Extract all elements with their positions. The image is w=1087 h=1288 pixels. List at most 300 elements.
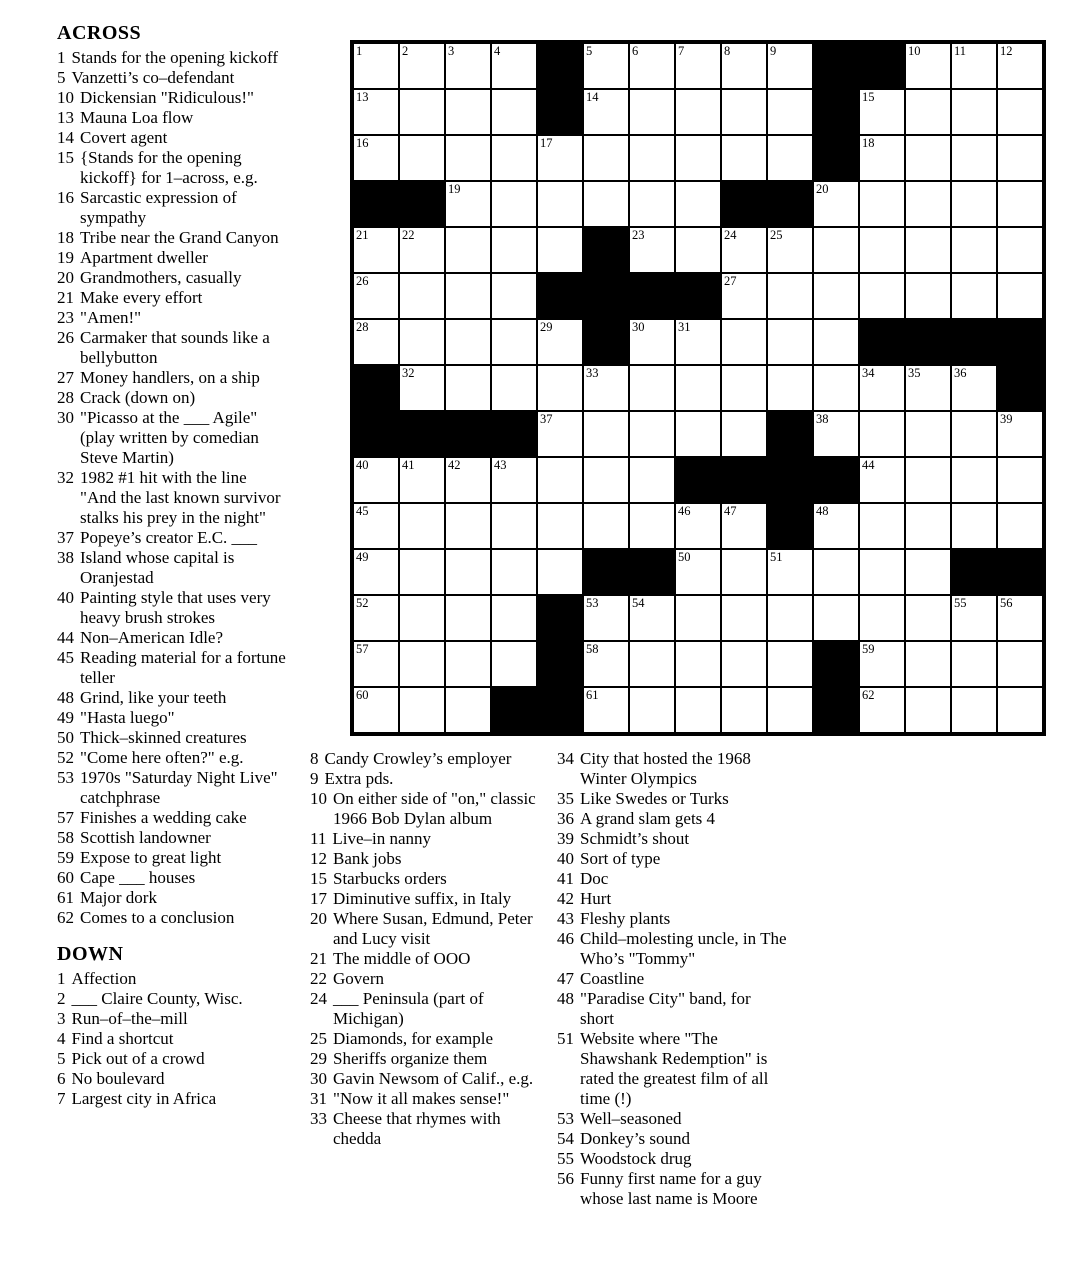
white-cell[interactable]: [905, 457, 951, 503]
cell-number: 37: [540, 412, 553, 426]
clue-text: "Now it all makes sense!": [333, 1089, 510, 1108]
white-cell[interactable]: [721, 687, 767, 733]
clue-number: 2: [57, 989, 66, 1008]
white-cell[interactable]: [997, 43, 1043, 89]
white-cell[interactable]: [399, 227, 445, 273]
white-cell[interactable]: [399, 89, 445, 135]
cell-number: 5: [586, 44, 593, 58]
white-cell[interactable]: [767, 549, 813, 595]
clue-number: 17: [310, 889, 327, 908]
clue-text: Vanzetti’s co–defendant: [71, 68, 235, 87]
clue-text: Scottish landowner: [80, 828, 211, 847]
down-clue-53: [557, 1109, 788, 1129]
white-cell[interactable]: [905, 549, 951, 595]
across-clue-57: [57, 808, 287, 828]
white-cell[interactable]: [629, 227, 675, 273]
white-cell[interactable]: [491, 43, 537, 89]
clue-text: Carmaker that sounds like a bellybutton: [80, 328, 270, 367]
down-clue-36: [557, 809, 788, 829]
white-cell[interactable]: [583, 181, 629, 227]
cell-number: 17: [540, 136, 553, 150]
white-cell[interactable]: [445, 503, 491, 549]
clue-number: 25: [310, 1029, 327, 1048]
cell-number: 38: [816, 412, 829, 426]
white-cell[interactable]: [859, 181, 905, 227]
white-cell[interactable]: [813, 595, 859, 641]
black-cell: [537, 273, 583, 319]
white-cell[interactable]: [445, 273, 491, 319]
white-cell[interactable]: [445, 641, 491, 687]
black-cell: [399, 181, 445, 227]
white-cell[interactable]: [767, 227, 813, 273]
white-cell[interactable]: [491, 365, 537, 411]
white-cell[interactable]: [629, 135, 675, 181]
white-cell[interactable]: [997, 273, 1043, 319]
black-cell: [537, 641, 583, 687]
white-cell[interactable]: [997, 595, 1043, 641]
white-cell[interactable]: [491, 503, 537, 549]
black-cell: [997, 319, 1043, 365]
white-cell[interactable]: [491, 457, 537, 503]
clue-number: 58: [57, 828, 74, 847]
clue-text: Grandmothers, casually: [80, 268, 242, 287]
white-cell[interactable]: [905, 595, 951, 641]
white-cell[interactable]: [767, 365, 813, 411]
white-cell[interactable]: [859, 457, 905, 503]
down-clue-54: [557, 1129, 788, 1149]
cell-number: 46: [678, 504, 691, 518]
white-cell[interactable]: [353, 227, 399, 273]
white-cell[interactable]: [675, 181, 721, 227]
white-cell[interactable]: [721, 411, 767, 457]
cell-number: 39: [1000, 412, 1013, 426]
white-cell[interactable]: [537, 319, 583, 365]
white-cell[interactable]: [767, 273, 813, 319]
white-cell[interactable]: [445, 227, 491, 273]
white-cell[interactable]: [491, 227, 537, 273]
white-cell[interactable]: [445, 135, 491, 181]
white-cell[interactable]: [951, 457, 997, 503]
cell-number: 35: [908, 366, 921, 380]
white-cell[interactable]: [353, 457, 399, 503]
white-cell[interactable]: [951, 411, 997, 457]
white-cell[interactable]: [629, 641, 675, 687]
cell-number: 41: [402, 458, 415, 472]
white-cell[interactable]: [997, 135, 1043, 181]
clue-text: City that hosted the 1968 Winter Olympics: [580, 749, 751, 788]
white-cell[interactable]: [813, 411, 859, 457]
white-cell[interactable]: [951, 181, 997, 227]
white-cell[interactable]: [537, 457, 583, 503]
white-cell[interactable]: [721, 595, 767, 641]
cell-number: 31: [678, 320, 691, 334]
white-cell[interactable]: [905, 227, 951, 273]
white-cell[interactable]: [859, 641, 905, 687]
white-cell[interactable]: [445, 43, 491, 89]
clue-number: 14: [57, 128, 74, 147]
white-cell[interactable]: [721, 503, 767, 549]
white-cell[interactable]: [721, 365, 767, 411]
white-cell[interactable]: [675, 89, 721, 135]
white-cell[interactable]: [905, 411, 951, 457]
white-cell[interactable]: [767, 641, 813, 687]
white-cell[interactable]: [859, 503, 905, 549]
across-clue-60: [57, 868, 287, 888]
white-cell[interactable]: [767, 135, 813, 181]
white-cell[interactable]: [629, 181, 675, 227]
white-cell[interactable]: [675, 595, 721, 641]
white-cell[interactable]: [445, 457, 491, 503]
clue-number: 1: [57, 969, 66, 988]
down-clue-34: [557, 749, 788, 789]
white-cell[interactable]: [399, 549, 445, 595]
cell-number: 7: [678, 44, 685, 58]
white-cell[interactable]: [905, 273, 951, 319]
white-cell[interactable]: [675, 503, 721, 549]
white-cell[interactable]: [767, 43, 813, 89]
clue-text: Painting style that uses very heavy brush strokes: [80, 588, 271, 627]
clue-number: 45: [57, 648, 74, 667]
white-cell[interactable]: [537, 135, 583, 181]
down-clue-40: [557, 849, 788, 869]
white-cell[interactable]: [353, 43, 399, 89]
white-cell[interactable]: [491, 641, 537, 687]
black-cell: [905, 319, 951, 365]
white-cell[interactable]: [997, 227, 1043, 273]
white-cell[interactable]: [353, 687, 399, 733]
clue-text: Woodstock drug: [580, 1149, 692, 1168]
clue-text: Funny first name for a guy whose last name is Moore: [580, 1169, 762, 1208]
clue-text: Gavin Newsom of Calif., e.g.: [333, 1069, 534, 1088]
clue-number: 48: [557, 989, 574, 1008]
white-cell[interactable]: [583, 43, 629, 89]
white-cell[interactable]: [675, 411, 721, 457]
white-cell[interactable]: [629, 411, 675, 457]
black-cell: [951, 319, 997, 365]
white-cell[interactable]: [997, 687, 1043, 733]
white-cell[interactable]: [721, 43, 767, 89]
white-cell[interactable]: [721, 89, 767, 135]
white-cell[interactable]: [905, 43, 951, 89]
white-cell[interactable]: [353, 549, 399, 595]
white-cell[interactable]: [675, 641, 721, 687]
cell-number: 56: [1000, 596, 1013, 610]
white-cell[interactable]: [767, 595, 813, 641]
white-cell[interactable]: [859, 365, 905, 411]
clue-text: Major dork: [80, 888, 157, 907]
cell-number: 58: [586, 642, 599, 656]
white-cell[interactable]: [905, 89, 951, 135]
white-cell[interactable]: [951, 227, 997, 273]
white-cell[interactable]: [951, 43, 997, 89]
white-cell[interactable]: [629, 89, 675, 135]
white-cell[interactable]: [675, 687, 721, 733]
clue-number: 20: [310, 909, 327, 928]
white-cell[interactable]: [445, 89, 491, 135]
clue-number: 53: [57, 768, 74, 787]
across-clue-37: [57, 528, 287, 548]
white-cell[interactable]: [399, 641, 445, 687]
white-cell[interactable]: [353, 641, 399, 687]
across-clue-53: [57, 768, 287, 808]
white-cell[interactable]: [537, 503, 583, 549]
white-cell[interactable]: [721, 319, 767, 365]
white-cell[interactable]: [583, 503, 629, 549]
cell-number: 15: [862, 90, 875, 104]
black-cell: [583, 227, 629, 273]
clue-column-left: [57, 22, 287, 1109]
white-cell[interactable]: [951, 641, 997, 687]
white-cell[interactable]: [905, 181, 951, 227]
white-cell[interactable]: [767, 89, 813, 135]
clue-number: 23: [57, 308, 74, 327]
white-cell[interactable]: [491, 181, 537, 227]
white-cell[interactable]: [721, 641, 767, 687]
white-cell[interactable]: [997, 641, 1043, 687]
white-cell[interactable]: [537, 549, 583, 595]
white-cell[interactable]: [353, 89, 399, 135]
cell-number: 25: [770, 228, 783, 242]
white-cell[interactable]: [399, 273, 445, 319]
white-cell[interactable]: [951, 135, 997, 181]
white-cell[interactable]: [859, 595, 905, 641]
white-cell[interactable]: [583, 365, 629, 411]
white-cell[interactable]: [905, 503, 951, 549]
white-cell[interactable]: [997, 181, 1043, 227]
clue-number: 16: [57, 188, 74, 207]
white-cell[interactable]: [629, 365, 675, 411]
white-cell[interactable]: [491, 549, 537, 595]
white-cell[interactable]: [813, 365, 859, 411]
white-cell[interactable]: [951, 503, 997, 549]
white-cell[interactable]: [491, 319, 537, 365]
white-cell[interactable]: [859, 549, 905, 595]
across-clue-44: [57, 628, 287, 648]
white-cell[interactable]: [721, 549, 767, 595]
white-cell[interactable]: [353, 503, 399, 549]
clue-text: Tribe near the Grand Canyon: [80, 228, 279, 247]
white-cell[interactable]: [491, 135, 537, 181]
cell-number: 32: [402, 366, 415, 380]
white-cell[interactable]: [491, 273, 537, 319]
white-cell[interactable]: [537, 181, 583, 227]
cell-number: 47: [724, 504, 737, 518]
white-cell[interactable]: [399, 135, 445, 181]
white-cell[interactable]: [675, 365, 721, 411]
white-cell[interactable]: [537, 227, 583, 273]
down-clue-25: [310, 1029, 536, 1049]
white-cell[interactable]: [445, 687, 491, 733]
white-cell[interactable]: [445, 365, 491, 411]
white-cell[interactable]: [951, 595, 997, 641]
clue-text: Fleshy plants: [580, 909, 671, 928]
white-cell[interactable]: [537, 411, 583, 457]
white-cell[interactable]: [767, 319, 813, 365]
white-cell[interactable]: [399, 457, 445, 503]
white-cell[interactable]: [583, 687, 629, 733]
white-cell[interactable]: [859, 89, 905, 135]
across-clue-50: [57, 728, 287, 748]
black-cell: [767, 181, 813, 227]
white-cell[interactable]: [629, 319, 675, 365]
white-cell[interactable]: [997, 89, 1043, 135]
clue-text: "Picasso at the ___ Agile" (play written by comedian Steve Martin): [80, 408, 259, 467]
white-cell[interactable]: [353, 319, 399, 365]
clue-text: Apartment dweller: [80, 248, 208, 267]
white-cell[interactable]: [951, 687, 997, 733]
white-cell[interactable]: [859, 135, 905, 181]
white-cell[interactable]: [629, 595, 675, 641]
white-cell[interactable]: [997, 503, 1043, 549]
clue-text: Coastline: [580, 969, 645, 988]
white-cell[interactable]: [445, 181, 491, 227]
cell-number: 19: [448, 182, 461, 196]
white-cell[interactable]: [675, 549, 721, 595]
clue-text: Money handlers, on a ship: [80, 368, 260, 387]
white-cell[interactable]: [629, 687, 675, 733]
down-clue-35: [557, 789, 788, 809]
white-cell[interactable]: [399, 687, 445, 733]
black-cell: [997, 365, 1043, 411]
white-cell[interactable]: [399, 503, 445, 549]
white-cell[interactable]: [583, 135, 629, 181]
clue-text: 1970s "Saturday Night Live" catchphrase: [80, 768, 278, 807]
white-cell[interactable]: [445, 595, 491, 641]
black-cell: [537, 43, 583, 89]
white-cell[interactable]: [583, 457, 629, 503]
clue-text: Sheriffs organize them: [333, 1049, 488, 1068]
white-cell[interactable]: [721, 227, 767, 273]
white-cell[interactable]: [951, 365, 997, 411]
white-cell[interactable]: [399, 319, 445, 365]
white-cell[interactable]: [859, 273, 905, 319]
clue-text: "Hasta luego": [80, 708, 175, 727]
black-cell: [813, 641, 859, 687]
across-clue-40: [57, 588, 287, 628]
white-cell[interactable]: [629, 43, 675, 89]
cell-number: 12: [1000, 44, 1013, 58]
white-cell[interactable]: [859, 411, 905, 457]
clue-text: Dickensian "Ridiculous!": [80, 88, 254, 107]
white-cell[interactable]: [445, 549, 491, 595]
white-cell[interactable]: [353, 595, 399, 641]
across-clue-62: [57, 908, 287, 928]
white-cell[interactable]: [859, 227, 905, 273]
white-cell[interactable]: [951, 89, 997, 135]
clue-number: 31: [310, 1089, 327, 1108]
white-cell[interactable]: [997, 457, 1043, 503]
white-cell[interactable]: [537, 365, 583, 411]
white-cell[interactable]: [675, 319, 721, 365]
white-cell[interactable]: [767, 687, 813, 733]
down-clue-30: [310, 1069, 536, 1089]
white-cell[interactable]: [721, 273, 767, 319]
down-clue-8: [310, 749, 536, 769]
down-clue-11: [310, 829, 536, 849]
white-cell[interactable]: [813, 227, 859, 273]
black-cell: [813, 457, 859, 503]
white-cell[interactable]: [675, 43, 721, 89]
white-cell[interactable]: [675, 135, 721, 181]
clue-text: Website where "The Shawshank Redemption" is rated the greatest film of all time (!): [580, 1029, 769, 1108]
clue-number: 27: [57, 368, 74, 387]
white-cell[interactable]: [721, 135, 767, 181]
white-cell[interactable]: [583, 411, 629, 457]
white-cell[interactable]: [353, 273, 399, 319]
black-cell: [491, 687, 537, 733]
down-clue-42: [557, 889, 788, 909]
clue-text: Cape ___ houses: [80, 868, 196, 887]
white-cell[interactable]: [353, 135, 399, 181]
black-cell: [767, 457, 813, 503]
white-cell[interactable]: [997, 411, 1043, 457]
cell-number: 20: [816, 182, 829, 196]
across-clue-58: [57, 828, 287, 848]
clue-text: Diminutive suffix, in Italy: [333, 889, 512, 908]
white-cell[interactable]: [813, 181, 859, 227]
white-cell[interactable]: [583, 595, 629, 641]
white-cell[interactable]: [905, 687, 951, 733]
white-cell[interactable]: [399, 43, 445, 89]
across-clue-59: [57, 848, 287, 868]
cell-number: 29: [540, 320, 553, 334]
clue-number: 20: [57, 268, 74, 287]
clue-text: Largest city in Africa: [71, 1089, 217, 1108]
cell-number: 43: [494, 458, 507, 472]
white-cell[interactable]: [905, 365, 951, 411]
cell-number: 22: [402, 228, 415, 242]
white-cell[interactable]: [905, 641, 951, 687]
black-cell: [445, 411, 491, 457]
white-cell[interactable]: [675, 227, 721, 273]
white-cell[interactable]: [905, 135, 951, 181]
clue-number: 10: [310, 789, 327, 808]
white-cell[interactable]: [859, 687, 905, 733]
white-cell[interactable]: [491, 89, 537, 135]
down-clue-51: [557, 1029, 788, 1109]
white-cell[interactable]: [399, 595, 445, 641]
clue-text: Well–seasoned: [580, 1109, 682, 1128]
white-cell[interactable]: [951, 273, 997, 319]
white-cell[interactable]: [491, 595, 537, 641]
white-cell[interactable]: [399, 365, 445, 411]
across-clue-5: [57, 68, 287, 88]
across-clue-48: [57, 688, 287, 708]
white-cell[interactable]: [813, 273, 859, 319]
white-cell[interactable]: [583, 641, 629, 687]
clue-text: Govern: [333, 969, 384, 988]
clue-number: 40: [57, 588, 74, 607]
clue-text: Expose to great light: [80, 848, 222, 867]
white-cell[interactable]: [583, 89, 629, 135]
across-clue-26: [57, 328, 287, 368]
white-cell[interactable]: [629, 457, 675, 503]
across-clue-38: [57, 548, 287, 588]
white-cell[interactable]: [813, 549, 859, 595]
white-cell[interactable]: [629, 503, 675, 549]
white-cell[interactable]: [445, 319, 491, 365]
cell-number: 14: [586, 90, 599, 104]
across-clue-14: [57, 128, 287, 148]
clue-text: Cheese that rhymes with chedda: [333, 1109, 501, 1148]
clue-text: Affection: [71, 969, 137, 988]
clue-text: Island whose capital is Oranjestad: [80, 548, 235, 587]
white-cell[interactable]: [813, 503, 859, 549]
white-cell[interactable]: [813, 319, 859, 365]
down-clue-1: [57, 969, 287, 989]
clue-text: Thick–skinned creatures: [80, 728, 247, 747]
clue-text: Find a shortcut: [71, 1029, 174, 1048]
